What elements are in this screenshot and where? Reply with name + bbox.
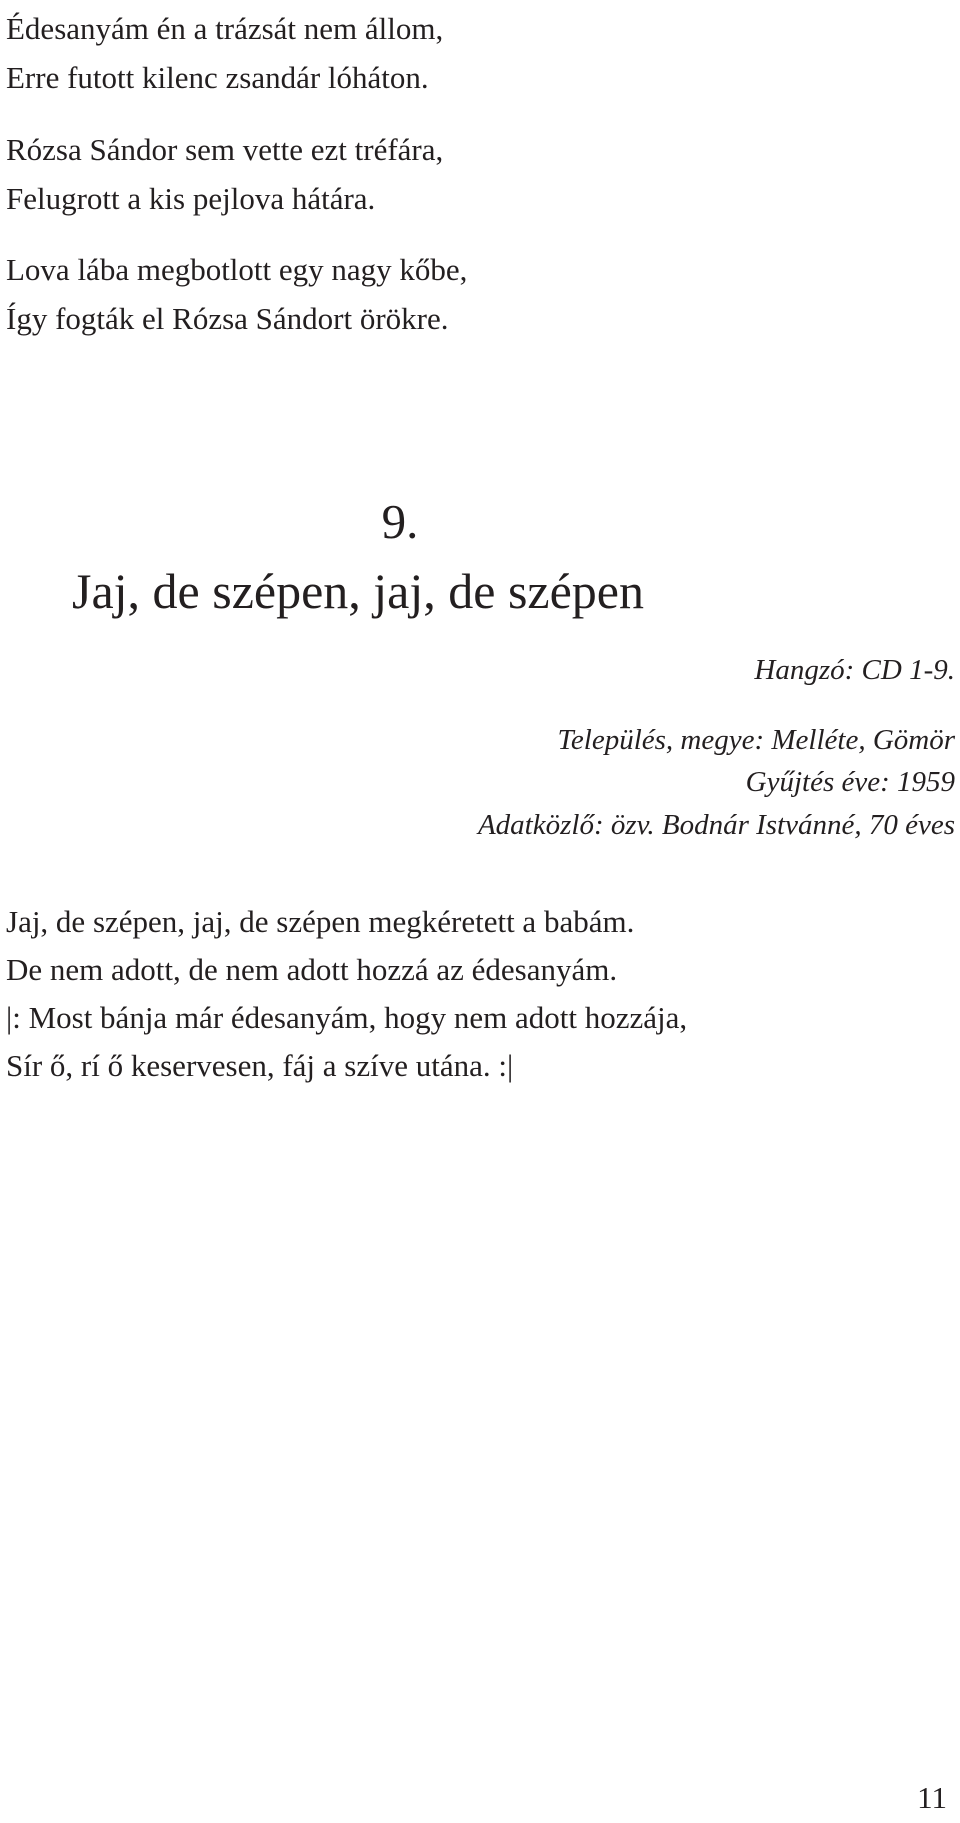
verse-line: Így fogták el Rózsa Sándort örökre. — [6, 301, 449, 336]
informant: Adatközlő: özv. Bodnár Istvánné, 70 éves — [477, 809, 955, 841]
previous-song-stanza-1 — [6, 4, 443, 102]
lyric-line: De nem adott, de nem adott hozzá az édesanyám. — [6, 952, 618, 987]
lyric-line: Jaj, de szépen, jaj, de szépen megkéretett a babám. — [6, 904, 635, 939]
verse-line: Édesanyám én a trázsát nem állom, — [6, 11, 444, 46]
verse-line: Rózsa Sándor sem vette ezt tréfára, — [6, 132, 444, 167]
song-title: Jaj, de szépen, jaj, de szépen — [72, 563, 644, 619]
verse-line: Erre futott kilenc zsandár lóháton. — [6, 60, 429, 95]
audio-reference: Hangzó: CD 1-9. — [754, 654, 955, 686]
verse-line: Felugrott a kis pejlova hátára. — [6, 181, 376, 216]
song-lyrics — [6, 898, 687, 1090]
page-number: 11 — [917, 1780, 947, 1815]
lyric-line: Sír ő, rí ő keservesen, fáj a szíve utána. :| — [6, 1048, 514, 1083]
collection-year: Gyűjtés éve: 1959 — [745, 766, 955, 798]
verse-line: Lova lába megbotlott egy nagy kőbe, — [6, 252, 468, 287]
lyric-line: |: Most bánja már édesanyám, hogy nem adott hozzája, — [6, 1000, 688, 1035]
previous-song-stanza-3 — [6, 245, 467, 343]
previous-song-stanza-2 — [6, 125, 443, 223]
song-number: 9. — [381, 494, 419, 549]
collection-location: Település, megye: Melléte, Gömör — [557, 724, 955, 756]
